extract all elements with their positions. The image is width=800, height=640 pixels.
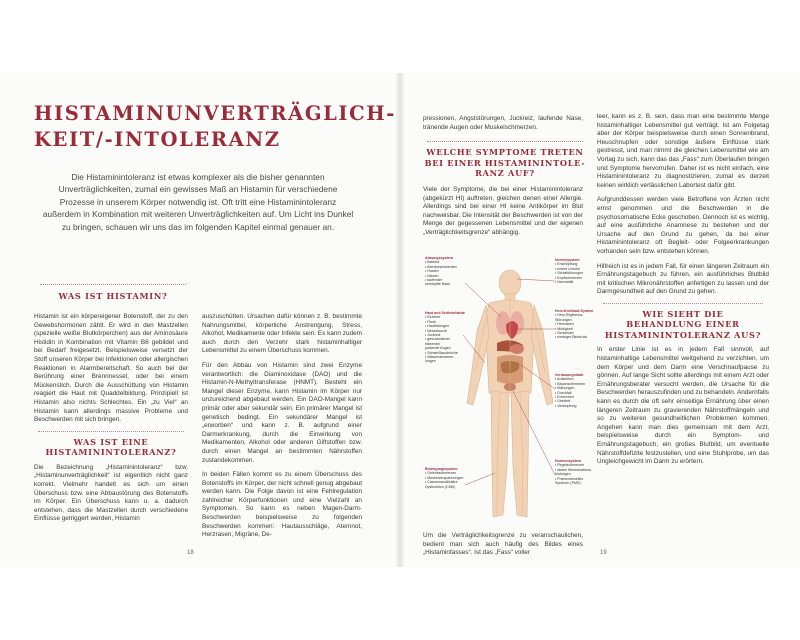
annotation-hormonsystem: Hormonsystem • Regelschmerzen • starke Menstruations- blutungen • Prämenstruelles Syndrom (PMS) [555,459,592,486]
annotation-bewegungssystem: Bewegungssystem • Gelenkschmerzen • Muskelverspannungen • Craniomandibuläre Dysfunktion (CMD) [425,467,464,489]
annotation-verdauungstrakt: Verdauungstrakt • Aufstoßen • Bauchschmerzen • Blähungen • Durchfall • Erbrechen • Übelkeit • Verstopfung [555,373,586,408]
section-heading-histamin: WAS IST HISTAMIN? [58,291,168,301]
paragraph-histaminfass: Um die Verträglichkeitsgrenze zu veranschaulichen, bedient man sich auch häufig des Bildes eines „Histaminfasses“. Ist das „Fass“ voller [423,532,583,557]
paragraph-behandlung: In erster Linie ist es in jedem Fall sinnvoll, auf histaminhaltige Lebensmittel weitgehend zu verzichten, um dem Körper und dem Darm eine Verschnaufpause zu gönnen. Auf lange Sicht sollte allerdings mit einem Arzt oder Ernährungsberater versucht werden, die Ursache für die Beschwerden herauszufinden und zu behandeln. Andernfalls kann es durch die oft sehr einseitige Ernährung über einen längeren Zeitraum zu gravierenden Nährstoffmängeln und so zu weiteren gesundheitlichen Problemen kommen. Angehen kann man dies gemeinsam mit dem Arzt, beispielsweise durch ein Symptom- und Ernährungstagebuch, ein großes Blutbild, um eventuelle Nährstoffdefizite festzustellen, und eine Stuhlprobe, um das Ungleichgewicht im Darm zu erörtern. [597,346,769,466]
paragraph-ernaehrungstagebuch: Hilfreich ist es in jedem Fall, für einen längeren Zeitraum ein Ernährungstagebuch zu führen, ein ausführliches Blutbild mit kritischen Mikronährstoffen anfertigen zu lassen und der Darmgesundheit auf den Grund zu gehen. [597,262,769,296]
text-column-2 [202,313,362,546]
page-number: 19 [600,550,607,556]
annotation-atmungssystem: Atmungssystem • Asthma • Atembeschwerden • Husten • Niesen • laufender verstopfte Nase [425,256,457,287]
annotation-herz-kreislauf-system: Herz-Kreislauf-System • Herz-Rhythmus- Störungen • Herzrasen • Müdigkeit • Schwindel • niedriger Blutdruck [555,309,594,340]
page-title-line-1: HISTAMINUNVERTRÄGLICH- [34,102,396,125]
paragraph-aerzte: Aufgrunddessen werden viele Betroffene von Ärzten nicht ernst genommen und die Beschwerden in die psychosomatische Ecke geschoben. Dennoch ist es wichtig, auf eine ausführliche Anamnese zu bestehen und der Ursache auf den Grund zu gehen, da bei einer Histaminintoleranz oft Begleit- oder Folgeerkrankungen vorhanden sein bzw. entstehen können. [597,196,769,255]
page-number: 18 [187,550,194,556]
section-heading-histaminintoleranz: WAS IST EINE HISTAMININTOLERANZ? [45,436,177,458]
text-column-3 [423,186,583,244]
annotation-nervensystem: Nervensystem • Erschöpfung • innere Unruhe • Schlafstörungen • Kopfschmerzen • Nervosität [555,258,584,285]
right-page [401,73,800,567]
paragraph-folgen: In beiden Fällen kommt es zu einem Überschuss des Botenstoffs im Körper, der nicht schnell genug abgebaut werden kann. Die Folge davon ist eine Fehlregulation zahlreicher Körperfunktionen und eine Vielzahl an Symptomen. So kann es neben Magen-Darm-Beschwerden beispielsweise zu folgenden Beschwerden kommen: Hautausschläge, Atemnot, Herzrasen, Migräne, De- [202,471,362,539]
text-column-3-top [423,115,583,138]
page-title-line-2: KEIT/-INTOLERANZ [34,128,281,151]
section-heading-symptome: WELCHE SYMPTOME TRETEN BEI EINER HISTAMININTOLE- RANZ AUF? [424,147,586,178]
section-divider [38,431,184,432]
paragraph-histaminintoleranz: Die Bezeichnung „Histaminintoleranz“ bzw. „Histaminunverträglichkeit“ ist eigentlich nicht ganz korrekt. Vielmehr handelt es sich um einen Überschuss bzw. eine Abbaustörung des Botenstoffs im Körper. Ein Überschuss kann u. a. dadurch entstehen, dass die Mastzellen durch verschiedene Einflüsse getriggert werden, Histamin [34,463,188,523]
text-column-1 [34,313,188,530]
page-title [34,101,396,153]
intro-paragraph: Die Histaminintoleranz ist etwas komplexer als die bisher genannten Unverträglichkeiten, zumal ein gewisses Maß an Histamin für verschiedene Prozesse in unserem Körper notwendig ist. Oft tritt eine Histaminintoleranz außerdem in Kombination mit weiteren Unverträglichkeiten auf. Um Licht ins Dunkel zu bringen, schauen wir uns das im folgenden Kapitel einmal genauer an. [42,172,354,232]
paragraph-symptoms-continued: pressionen, Angststörungen, Juckreiz, laufende Nase, tränende Augen oder Muskelschmerzen. [423,115,583,131]
paragraph-histamin: Histamin ist ein körpereigener Botenstoff, der zu den Gewebshormonen zählt. Er wird in den Mastzellen (spezielle weiße Blutkörperchen) aus der Aminosäure Histidin in Kombination mit Vitamin B6 gebildet und bei Bedarf freigesetzt. Beispielsweise versetzt der Stoff unseren Körper bei Infektionen oder allergischen Reaktionen in Alarmbereitschaft. So auch bei der Berührung einer Brennnessel, oder bei einem Mückenstich. Durch die Ausschüttung von Histamin reagiert die Haut mit Quaddelbildung. Prinzipiell ist Histamin also nichts Schlechtes. Ein „zu Viel“ an Histamin kann allerdings massive Probleme und Beschwerden mit sich bringen. [34,313,188,424]
text-column-3-bottom [423,532,583,564]
paragraph-enzyme: Für den Abbau von Histamin sind zwei Enzyme verantwortlich: die Diaminoxidase (DAO) und die Histamin-N-Methyltransferase (HNMT). Besteht ein Mangel dieser Enzyme, kann Histamin im Körper nur unzureichend abgebaut werden. Ein DAO-Mangel kann primär oder aber sekundär sein. Ein primärer Mangel ist genetisch bedingt. Ein sekundärer Mangel ist „erworben“ und kann z. B. aufgrund einer Darmerkrankung, durch die Einwirkung von Medikamenten, Alkohol oder anderen Giftstoffen bzw. durch einen Mangel an bestimmten Nährstoffen zustandekommen. [202,361,362,464]
section-heading-behandlung: WIE SIEHT DIE BEHANDLUNG EINER HISTAMININTOLERANZ AUS? [604,308,762,340]
body-symptom-diagram [425,253,595,528]
annotation-haut-schleimhaeute: Haut und Schleimhäute • Ekzeme • Flush • Hautrötungen • Nesselsucht • Juckreiz • geschwollene/ tränende/ juckende Augen • Schweißausbrüche • Wasseransamm- lungen [425,311,465,364]
book-spread [0,73,800,567]
section-divider [40,284,186,285]
section-divider [603,303,763,304]
left-page [0,73,399,567]
paragraph-verträglichkeit: leer, kann es z. B. sein, dass man eine bestimmte Menge histaminhaltiger Lebensmittel gut verträgt. Ist am Folgetag aber der Körper beispielsweise durch einen Sonnenbrand, Heuschnupfen oder sonstige äußere Einflüsse stark gestresst, und man nimmt die gleichen Lebensmittel wie am Vortag zu sich, kann das das „Fass“ zum Überlaufen bringen und Symptome hervorrufen. Daher ist es nicht einfach, eine Histaminintoleranz zu diagnostizieren, zumal es derzeit keinen wirklich verlässlichen Labortest dafür gibt. [597,113,769,189]
paragraph-ursachen: auszuschütten. Ursachen dafür können z. B. bestimmte Nahrungsmittel, körperliche Anstrengung, Stress, Alkohol, Medikamente oder Infekte sein. Es kann zudem auch durch den Verzehr stark histaminhaltiger Lebensmittel zu einem Überschuss kommen. [202,313,362,355]
section-divider [427,141,583,142]
text-column-4 [597,113,769,473]
paragraph-symptome: Viele der Symptome, die bei einer Histaminintoleranz (abgekürzt HI) auftreten, gleichen denen einer Allergie. Allerdings sind bei einer HI keine Antikörper im Blut nachweisbar. Die Intensität der Beschwerden ist von der Menge der gegessenen Lebensmittel und der eigenen „Verträglichkeitsgrenze“ abhängig. [423,186,583,236]
